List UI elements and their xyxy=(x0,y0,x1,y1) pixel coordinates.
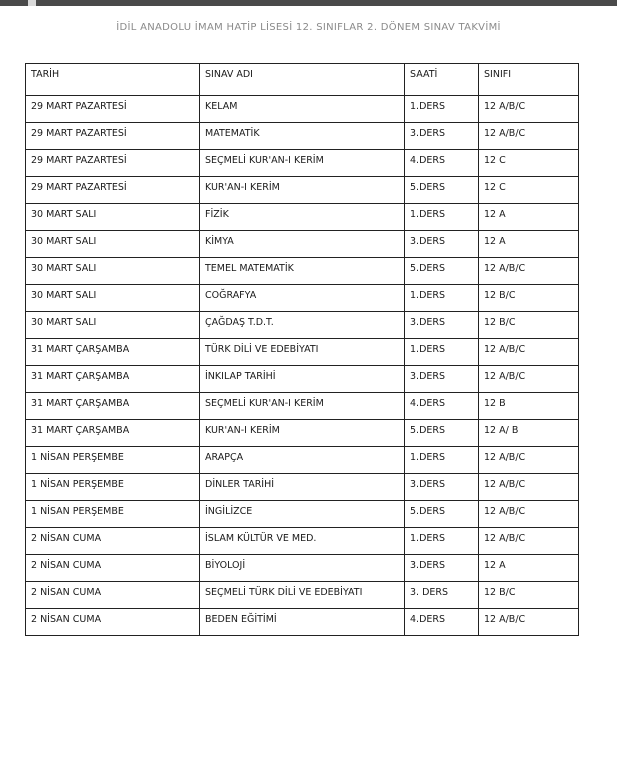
cell-class: 12 B/C xyxy=(479,312,579,339)
cell-period: 3.DERS xyxy=(405,231,479,258)
table-row xyxy=(26,609,579,636)
table-row xyxy=(26,96,579,123)
column-header-period: SAATİ xyxy=(405,64,479,96)
table-row xyxy=(26,420,579,447)
table-row xyxy=(26,366,579,393)
cell-class: 12 B/C xyxy=(479,285,579,312)
cell-date: 30 MART SALI xyxy=(26,312,200,339)
cell-class: 12 C xyxy=(479,177,579,204)
cell-exam-name: DİNLER TARİHİ xyxy=(200,474,405,501)
table-row xyxy=(26,258,579,285)
cell-period: 4.DERS xyxy=(405,609,479,636)
cell-date: 29 MART PAZARTESİ xyxy=(26,177,200,204)
cell-period: 3.DERS xyxy=(405,474,479,501)
cell-exam-name: COĞRAFYA xyxy=(200,285,405,312)
cell-class: 12 A/B/C xyxy=(479,528,579,555)
cell-class: 12 A/B/C xyxy=(479,609,579,636)
cell-date: 31 MART ÇARŞAMBA xyxy=(26,339,200,366)
cell-exam-name: SEÇMELİ TÜRK DİLİ VE EDEBİYATI xyxy=(200,582,405,609)
ruler-marker xyxy=(28,0,36,6)
table-row xyxy=(26,285,579,312)
cell-class: 12 B xyxy=(479,393,579,420)
cell-exam-name: KUR'AN-I KERİM xyxy=(200,420,405,447)
cell-exam-name: MATEMATİK xyxy=(200,123,405,150)
table-row xyxy=(26,204,579,231)
table-row xyxy=(26,447,579,474)
cell-exam-name: BİYOLOJİ xyxy=(200,555,405,582)
cell-class: 12 A/B/C xyxy=(479,366,579,393)
table-row xyxy=(26,582,579,609)
cell-exam-name: TEMEL MATEMATİK xyxy=(200,258,405,285)
cell-period: 3.DERS xyxy=(405,366,479,393)
cell-date: 29 MART PAZARTESİ xyxy=(26,96,200,123)
cell-period: 5.DERS xyxy=(405,501,479,528)
cell-date: 31 MART ÇARŞAMBA xyxy=(26,420,200,447)
cell-period: 3.DERS xyxy=(405,312,479,339)
cell-exam-name: BEDEN EĞİTİMİ xyxy=(200,609,405,636)
cell-class: 12 A/B/C xyxy=(479,123,579,150)
cell-date: 1 NİSAN PERŞEMBE xyxy=(26,501,200,528)
cell-date: 30 MART SALI xyxy=(26,204,200,231)
cell-class: 12 A xyxy=(479,231,579,258)
cell-class: 12 A/ B xyxy=(479,420,579,447)
cell-class: 12 A/B/C xyxy=(479,501,579,528)
cell-date: 2 NİSAN CUMA xyxy=(26,555,200,582)
cell-exam-name: İNKILAP TARİHİ xyxy=(200,366,405,393)
table-row xyxy=(26,123,579,150)
cell-class: 12 A xyxy=(479,204,579,231)
table-row xyxy=(26,555,579,582)
cell-exam-name: SEÇMELİ KUR'AN-I KERİM xyxy=(200,393,405,420)
column-header-class: SINIFI xyxy=(479,64,579,96)
cell-period: 1.DERS xyxy=(405,528,479,555)
cell-exam-name: TÜRK DİLİ VE EDEBİYATI xyxy=(200,339,405,366)
cell-date: 1 NİSAN PERŞEMBE xyxy=(26,474,200,501)
cell-class: 12 A/B/C xyxy=(479,447,579,474)
column-header-exam-name: SINAV ADI xyxy=(200,64,405,96)
cell-class: 12 A/B/C xyxy=(479,258,579,285)
cell-period: 1.DERS xyxy=(405,204,479,231)
table-row xyxy=(26,393,579,420)
cell-period: 1.DERS xyxy=(405,285,479,312)
table-row xyxy=(26,339,579,366)
cell-exam-name: KELAM xyxy=(200,96,405,123)
cell-exam-name: ÇAĞDAŞ T.D.T. xyxy=(200,312,405,339)
cell-date: 30 MART SALI xyxy=(26,285,200,312)
cell-class: 12 A/B/C xyxy=(479,96,579,123)
table-row xyxy=(26,474,579,501)
table-row xyxy=(26,150,579,177)
cell-class: 12 A xyxy=(479,555,579,582)
cell-date: 30 MART SALI xyxy=(26,258,200,285)
cell-period: 5.DERS xyxy=(405,258,479,285)
cell-date: 30 MART SALI xyxy=(26,231,200,258)
exam-schedule-table xyxy=(25,63,579,636)
cell-exam-name: İSLAM KÜLTÜR VE MED. xyxy=(200,528,405,555)
cell-exam-name: FİZİK xyxy=(200,204,405,231)
cell-exam-name: KİMYA xyxy=(200,231,405,258)
cell-date: 1 NİSAN PERŞEMBE xyxy=(26,447,200,474)
cell-period: 1.DERS xyxy=(405,447,479,474)
cell-class: 12 A/B/C xyxy=(479,339,579,366)
cell-class: 12 A/B/C xyxy=(479,474,579,501)
cell-period: 4.DERS xyxy=(405,393,479,420)
cell-period: 1.DERS xyxy=(405,339,479,366)
cell-date: 2 NİSAN CUMA xyxy=(26,609,200,636)
cell-date: 31 MART ÇARŞAMBA xyxy=(26,393,200,420)
cell-period: 3.DERS xyxy=(405,123,479,150)
cell-period: 4.DERS xyxy=(405,150,479,177)
table-row xyxy=(26,231,579,258)
column-header-date: TARİH xyxy=(26,64,200,96)
cell-exam-name: KUR'AN-I KERİM xyxy=(200,177,405,204)
cell-date: 2 NİSAN CUMA xyxy=(26,582,200,609)
table-row xyxy=(26,501,579,528)
cell-class: 12 B/C xyxy=(479,582,579,609)
cell-exam-name: ARAPÇA xyxy=(200,447,405,474)
cell-date: 29 MART PAZARTESİ xyxy=(26,123,200,150)
cell-period: 5.DERS xyxy=(405,177,479,204)
document-title: İDİL ANADOLU İMAM HATİP LİSESİ 12. SINIFLAR 2. DÖNEM SINAV TAKVİMİ xyxy=(116,22,501,33)
cell-period: 3.DERS xyxy=(405,555,479,582)
cell-period: 3. DERS xyxy=(405,582,479,609)
cell-class: 12 C xyxy=(479,150,579,177)
cell-period: 5.DERS xyxy=(405,420,479,447)
cell-date: 2 NİSAN CUMA xyxy=(26,528,200,555)
cell-exam-name: İNGİLİZCE xyxy=(200,501,405,528)
window-top-bar xyxy=(0,0,617,6)
table-header-row xyxy=(26,64,579,96)
cell-period: 1.DERS xyxy=(405,96,479,123)
table-row xyxy=(26,312,579,339)
table-row xyxy=(26,528,579,555)
cell-exam-name: SEÇMELİ KUR'AN-I KERİM xyxy=(200,150,405,177)
cell-date: 29 MART PAZARTESİ xyxy=(26,150,200,177)
cell-date: 31 MART ÇARŞAMBA xyxy=(26,366,200,393)
table-row xyxy=(26,177,579,204)
